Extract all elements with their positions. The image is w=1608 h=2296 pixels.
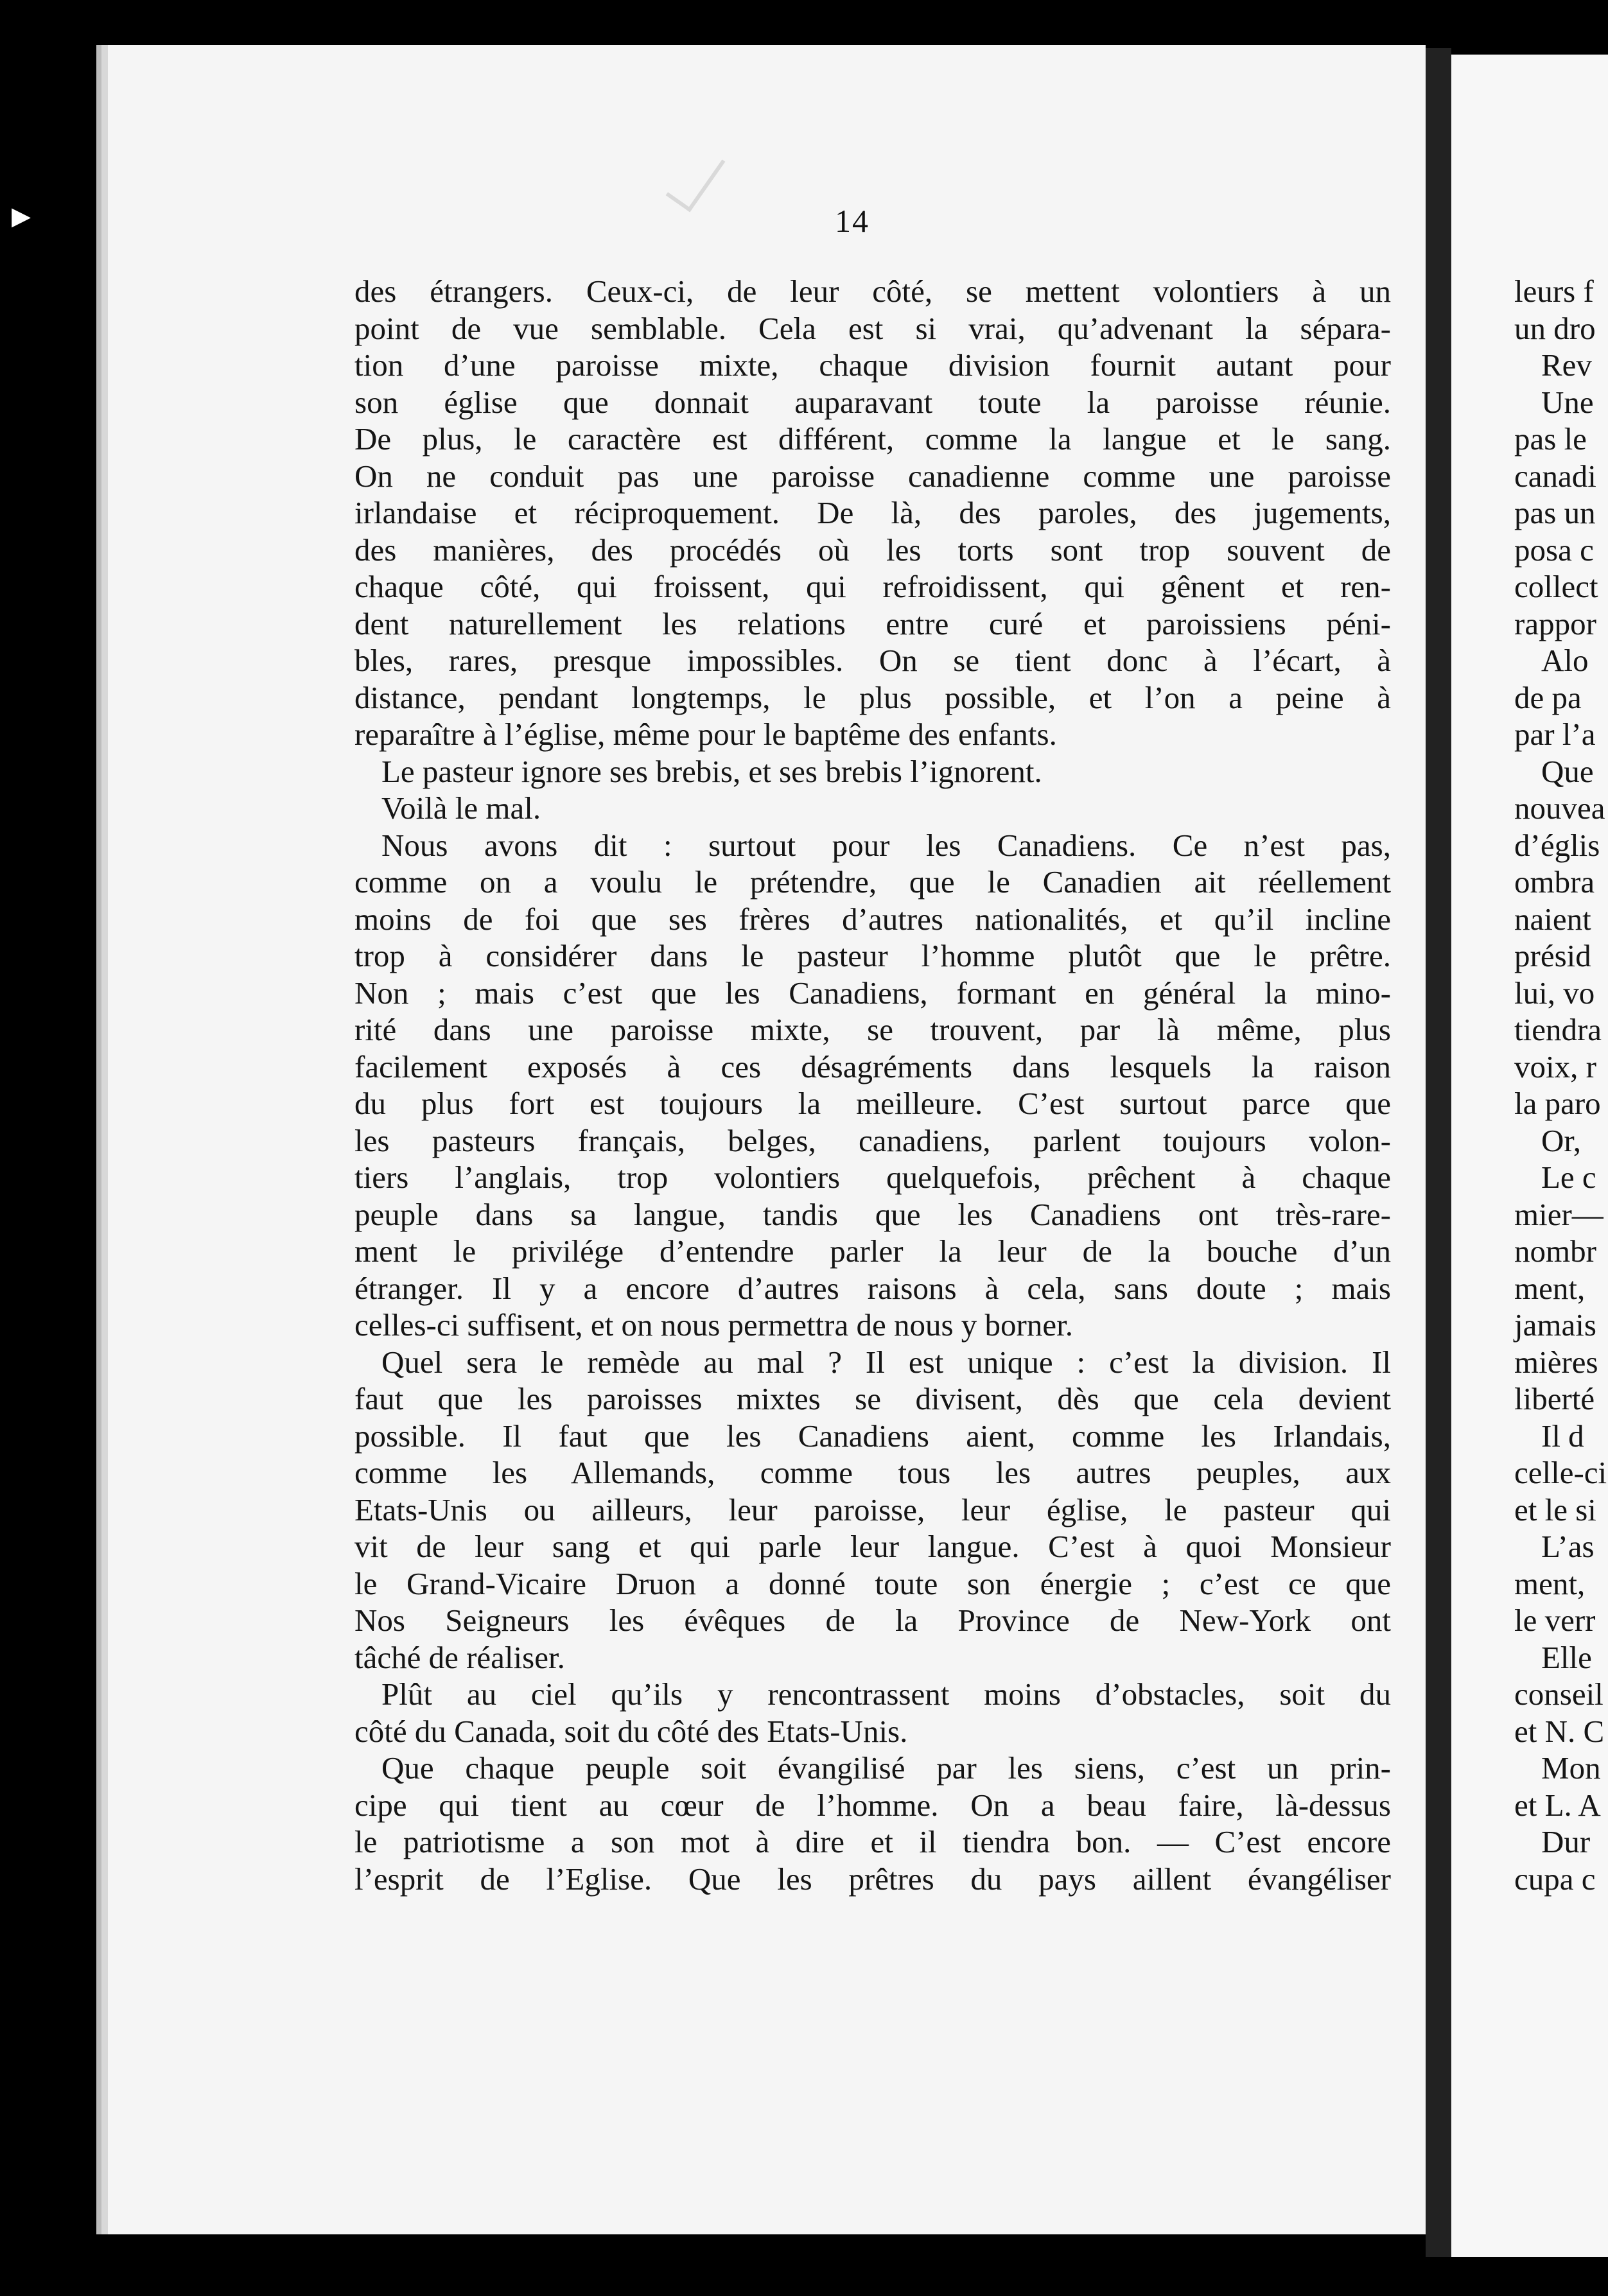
right-text-line: ment, — [1514, 1565, 1586, 1601]
text-line: Que chaque peuple soit évangilisé par les siens, c’est un prin- — [381, 1750, 1391, 1786]
right-text-line: et le si — [1514, 1492, 1596, 1527]
right-page-text-block — [1514, 273, 1608, 1897]
right-text-line: Mon — [1541, 1750, 1601, 1786]
right-text-line: collect — [1514, 569, 1598, 604]
right-text-line: leurs f — [1514, 274, 1594, 309]
text-line: facilement exposés à ces désagréments dans lesquels la raison — [354, 1048, 1391, 1084]
text-line: du plus fort est toujours la meilleure. C’est surtout parce que — [354, 1086, 1391, 1121]
right-text-line: rappor — [1514, 605, 1596, 641]
right-text-line: Une — [1541, 384, 1594, 420]
right-text-line: conseil — [1514, 1676, 1604, 1712]
text-line: peuple dans sa langue, tandis que les Canadiens ont très-rare- — [354, 1196, 1391, 1232]
text-line: Nos Seigneurs les évêques de la Province de New-York ont — [354, 1603, 1391, 1638]
text-line: Non ; mais c’est que les Canadiens, formant en général la mino- — [354, 975, 1391, 1011]
right-text-line: mières — [1514, 1344, 1598, 1380]
book-gutter — [1426, 48, 1451, 2257]
right-text-line: ment, — [1514, 1270, 1586, 1306]
right-text-line: cupa c — [1514, 1861, 1596, 1897]
right-text-line: et L. A — [1514, 1787, 1601, 1823]
right-text-line: pas un — [1514, 495, 1596, 530]
text-line: possible. Il faut que les Canadiens aient, comme les Irlandais, — [354, 1418, 1391, 1454]
right-text-line: nombr — [1514, 1233, 1596, 1269]
right-text-line: tiendra — [1514, 1012, 1602, 1047]
text-line: Quel sera le remède au mal ? Il est unique : c’est la division. Il — [381, 1344, 1391, 1380]
right-text-line: la paro — [1514, 1086, 1601, 1121]
text-line: rité dans une paroisse mixte, se trouvent, par là même, plus — [354, 1012, 1391, 1047]
right-text-line: Rev — [1541, 347, 1592, 383]
right-text-line: liberté — [1514, 1381, 1595, 1416]
right-text-line: nouvea — [1514, 790, 1605, 826]
text-line: des étrangers. Ceux-ci, de leur côté, se mettent volontiers à un — [354, 274, 1391, 309]
scan-artifact: ▸ — [12, 194, 31, 236]
right-text-line: naient — [1514, 901, 1591, 937]
text-line: dent naturellement les relations entre curé et paroissiens péni- — [354, 605, 1391, 641]
text-line: reparaître à l’église, même pour le baptême des enfants. — [354, 717, 1057, 752]
right-text-line: celle-ci — [1514, 1455, 1607, 1490]
page-edge — [96, 45, 101, 2234]
text-line: l’esprit de l’Eglise. Que les prêtres du pays aillent évangéliser — [354, 1861, 1391, 1897]
right-text-line: posa c — [1514, 532, 1594, 568]
right-text-line: pas le — [1514, 421, 1587, 457]
text-line: comme on a voulu le prétendre, que le Canadien ait réellement — [354, 864, 1391, 900]
right-text-line: jamais — [1514, 1307, 1596, 1343]
text-line: le patriotisme a son mot à dire et il tiendra bon. — C’est encore — [354, 1824, 1391, 1859]
text-line: Etats-Unis ou ailleurs, leur paroisse, leur église, le pasteur qui — [354, 1492, 1391, 1527]
right-text-line: de pa — [1514, 679, 1582, 715]
text-line: trop à considérer dans le pasteur l’homme plutôt que le prêtre. — [354, 938, 1391, 973]
right-text-line: voix, r — [1514, 1048, 1596, 1084]
right-text-line: et N. C — [1514, 1713, 1605, 1749]
text-line: ment le privilége d’entendre parler la leur de la bouche d’un — [354, 1233, 1391, 1269]
right-text-line: canadi — [1514, 458, 1596, 494]
right-text-line: Elle — [1541, 1639, 1592, 1675]
text-line: On ne conduit pas une paroisse canadienne comme une paroisse — [354, 458, 1391, 494]
right-text-line: Dur — [1541, 1824, 1591, 1859]
right-text-line: ombra — [1514, 864, 1595, 900]
text-line: bles, rares, presque impossibles. On se tient donc à l’écart, à — [354, 643, 1391, 678]
right-text-line: mier— — [1514, 1196, 1604, 1232]
text-line: le Grand-Vicaire Druon a donné toute son énergie ; c’est ce que — [354, 1565, 1391, 1601]
text-line: les pasteurs français, belges, canadiens, parlent toujours volon- — [354, 1122, 1391, 1158]
text-line: moins de foi que ses frères d’autres nationalités, et qu’il incline — [354, 901, 1391, 937]
text-line: comme les Allemands, comme tous les autres peuples, aux — [354, 1455, 1391, 1490]
text-line: côté du Canada, soit du côté des Etats-Unis. — [354, 1713, 908, 1749]
text-line: tion d’une paroisse mixte, chaque division fournit autant pour — [354, 347, 1391, 383]
text-line: irlandaise et réciproquement. De là, des paroles, des jugements, — [354, 495, 1391, 530]
right-text-line: d’églis — [1514, 827, 1600, 863]
right-text-line: Il d — [1541, 1418, 1584, 1454]
text-line: des manières, des procédés où les torts sont trop souvent de — [354, 532, 1391, 568]
text-line: Plût au ciel qu’ils y rencontrassent moins d’obstacles, soit du — [381, 1676, 1391, 1712]
right-text-line: présid — [1514, 938, 1591, 973]
text-line: faut que les paroisses mixtes se divisent, dès que cela devient — [354, 1381, 1391, 1416]
text-line: étranger. Il y a encore d’autres raisons à cela, sans doute ; mais — [354, 1270, 1391, 1306]
right-text-line: par l’a — [1514, 717, 1596, 752]
right-text-line: lui, vo — [1514, 975, 1595, 1011]
text-line: chaque côté, qui froissent, qui refroidissent, qui gênent et ren- — [354, 569, 1391, 604]
text-line: cipe qui tient au cœur de l’homme. On a beau faire, là-dessus — [354, 1787, 1391, 1823]
right-text-line: le verr — [1514, 1603, 1596, 1638]
text-line: tiers l’anglais, trop volontiers quelquefois, prêchent à chaque — [354, 1160, 1391, 1195]
text-line: distance, pendant longtemps, le plus possible, et l’on a peine à — [354, 679, 1391, 715]
text-line: point de vue semblable. Cela est si vrai, qu’advenant la sépara- — [354, 310, 1391, 346]
right-text-line: Que — [1541, 753, 1594, 789]
text-line: celles-ci suffisent, et on nous permettra de nous y borner. — [354, 1307, 1073, 1343]
right-text-line: L’as — [1541, 1529, 1595, 1564]
text-line: tâché de réaliser. — [354, 1639, 565, 1675]
main-text-block — [354, 273, 1391, 1897]
right-text-line: Alo — [1541, 643, 1589, 678]
text-line: vit de leur sang et qui parle leur langue. C’est à quoi Monsieur — [354, 1529, 1391, 1564]
text-line: De plus, le caractère est différent, comme la langue et le sang. — [354, 421, 1391, 457]
text-line: son église que donnait auparavant toute la paroisse réunie. — [354, 384, 1391, 420]
page-number: 14 — [835, 203, 870, 239]
right-text-line: un dro — [1514, 310, 1596, 346]
right-text-line: Le c — [1541, 1160, 1596, 1195]
text-line: Le pasteur ignore ses brebis, et ses brebis l’ignorent. — [381, 753, 1042, 789]
text-line: Voilà le mal. — [381, 790, 541, 826]
text-line: Nous avons dit : surtout pour les Canadiens. Ce n’est pas, — [381, 827, 1391, 863]
right-text-line: Or, — [1541, 1122, 1581, 1158]
